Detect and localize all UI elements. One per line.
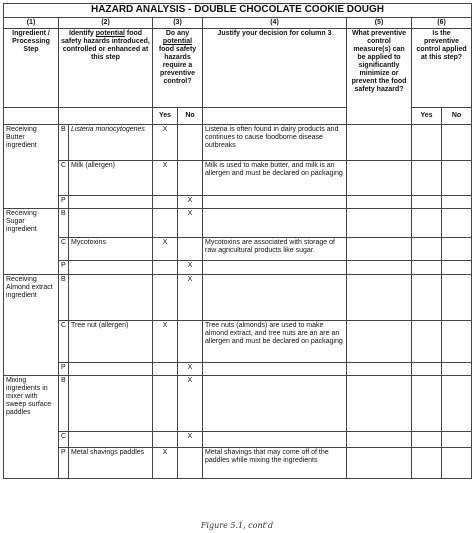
col-6-yes-cell <box>412 432 442 448</box>
hazard-cell <box>69 209 153 238</box>
justification-cell: Milk is used to make butter, and milk is an allergen and must be declared on packaging <box>203 161 347 196</box>
preventive-control-cell <box>347 209 412 238</box>
table-row <box>4 448 472 479</box>
col-2-number: (2) <box>59 18 153 29</box>
col-4-number: (4) <box>203 18 347 29</box>
justification-cell <box>203 363 347 376</box>
col-3-no-cell <box>178 321 203 363</box>
justification-cell <box>203 261 347 275</box>
col-3-header-text-a: Do any <box>165 30 190 37</box>
col-6-no-cell <box>442 432 472 448</box>
table-header <box>4 4 472 125</box>
hazard-cell: Tree nut (allergen) <box>69 321 153 363</box>
col-6-no-header: No <box>442 108 472 125</box>
col-3-yes-cell: X <box>153 238 178 261</box>
col-6-yes-cell <box>412 161 442 196</box>
col-3-yes-cell <box>153 376 178 432</box>
hazard-type-code: P <box>59 196 69 209</box>
hazard-type-code: C <box>59 161 69 196</box>
col-1-header: Ingredient / Processing Step <box>4 29 59 108</box>
col-1-header-spacer <box>4 108 59 125</box>
col-3-no-cell: X <box>178 432 203 448</box>
col-6-no-cell <box>442 238 472 261</box>
preventive-control-cell <box>347 261 412 275</box>
processing-step-cell: Receiving Butter ingredient <box>4 125 59 209</box>
col-6-yes-cell <box>412 275 442 321</box>
table-title: HAZARD ANALYSIS - DOUBLE CHOCOLATE COOKIE DOUGH <box>4 4 472 18</box>
col-3-number: (3) <box>153 18 203 29</box>
col-5-number: (5) <box>347 18 412 29</box>
col-3-no-cell: X <box>178 261 203 275</box>
col-2-header-text-b: food safety hazards introduced, controlled or enhanced at this step <box>61 30 150 61</box>
hazard-analysis-table <box>3 3 472 479</box>
col-6-yes-cell <box>412 209 442 238</box>
col-6-no-cell <box>442 321 472 363</box>
col-6-no-cell <box>442 261 472 275</box>
col-3-no-cell <box>178 238 203 261</box>
col-1-number: (1) <box>4 18 59 29</box>
hazard-type-code: P <box>59 261 69 275</box>
col-6-no-cell <box>442 448 472 479</box>
col-3-no-cell <box>178 448 203 479</box>
col-3-yes-cell <box>153 363 178 376</box>
col-2-header-spacer <box>59 108 153 125</box>
col-3-header <box>153 29 203 108</box>
hazard-type-code: C <box>59 432 69 448</box>
hazard-cell: Listeria monocytogenes <box>69 125 153 161</box>
col-6-no-cell <box>442 125 472 161</box>
hazard-analysis-page <box>3 3 471 530</box>
preventive-control-cell <box>347 238 412 261</box>
col-3-no-header: No <box>178 108 203 125</box>
col-3-yes-cell <box>153 275 178 321</box>
col-6-yes-cell <box>412 125 442 161</box>
col-2-header-text-a: Identify <box>68 30 96 37</box>
col-6-yes-cell <box>412 363 442 376</box>
table-row <box>4 376 472 432</box>
col-6-yes-cell <box>412 238 442 261</box>
hazard-cell: Milk (allergen) <box>69 161 153 196</box>
hazard-cell <box>69 261 153 275</box>
col-6-no-cell <box>442 209 472 238</box>
hazard-type-code: C <box>59 321 69 363</box>
preventive-control-cell <box>347 196 412 209</box>
hazard-cell <box>69 432 153 448</box>
col-4-header: Justify your decision for column 3 <box>203 29 347 108</box>
col-3-yes-cell <box>153 209 178 238</box>
col-6-yes-cell <box>412 261 442 275</box>
hazard-cell <box>69 363 153 376</box>
preventive-control-cell <box>347 125 412 161</box>
table-row <box>4 209 472 238</box>
hazard-cell <box>69 275 153 321</box>
table-row <box>4 321 472 363</box>
processing-step-cell: Receiving Almond extract ingredient <box>4 275 59 376</box>
col-6-yes-cell <box>412 376 442 432</box>
col-5-header: What preventive control measure(s) can be applied to significantly minimize or prevent the food safety hazard? <box>347 29 412 125</box>
col-6-yes-cell <box>412 448 442 479</box>
col-6-no-cell <box>442 363 472 376</box>
justification-cell: Metal shavings that may come off of the paddles while mixing the ingredients <box>203 448 347 479</box>
preventive-control-cell <box>347 376 412 432</box>
col-3-no-cell <box>178 161 203 196</box>
col-6-no-cell <box>442 196 472 209</box>
col-3-yes-cell <box>153 261 178 275</box>
preventive-control-cell <box>347 363 412 376</box>
col-4-header-spacer <box>203 108 347 125</box>
hazard-type-code: P <box>59 448 69 479</box>
table-row <box>4 125 472 161</box>
hazard-type-code: B <box>59 275 69 321</box>
hazard-type-code: C <box>59 238 69 261</box>
preventive-control-cell <box>347 432 412 448</box>
col-3-no-cell: X <box>178 363 203 376</box>
col-6-yes-cell <box>412 196 442 209</box>
col-6-header: Is the preventive control applied at this step? <box>412 29 472 108</box>
hazard-type-code: P <box>59 363 69 376</box>
preventive-control-cell <box>347 161 412 196</box>
col-6-yes-header: Yes <box>412 108 442 125</box>
table-row <box>4 432 472 448</box>
hazard-cell: Mycotoxins <box>69 238 153 261</box>
table-row <box>4 161 472 196</box>
preventive-control-cell <box>347 321 412 363</box>
col-2-header-underline: potential <box>95 30 125 37</box>
table-row <box>4 275 472 321</box>
hazard-cell <box>69 196 153 209</box>
preventive-control-cell <box>347 275 412 321</box>
col-3-no-cell: X <box>178 196 203 209</box>
justification-cell: Tree nuts (almonds) are used to make almond extract, and tree nuts are an are an allergen and must be declared on packaging <box>203 321 347 363</box>
col-3-no-cell: X <box>178 209 203 238</box>
col-3-yes-cell: X <box>153 125 178 161</box>
table-row <box>4 196 472 209</box>
col-6-yes-cell <box>412 321 442 363</box>
hazard-cell: Metal shavings paddles <box>69 448 153 479</box>
col-2-header <box>59 29 153 108</box>
table-row <box>4 261 472 275</box>
processing-step-cell: Mixing ingredients in mixer with sweep surface paddles <box>4 376 59 479</box>
justification-cell: Mycotoxins are associated with storage of raw agricultural products like sugar. <box>203 238 347 261</box>
justification-cell <box>203 432 347 448</box>
processing-step-cell: Receiving Sugar ingredient <box>4 209 59 275</box>
col-3-yes-cell <box>153 196 178 209</box>
col-6-no-cell <box>442 275 472 321</box>
justification-cell <box>203 275 347 321</box>
hazard-type-code: B <box>59 376 69 432</box>
figure-caption: Figure 5.1, cont'd <box>200 521 274 530</box>
hazard-type-code: B <box>59 125 69 161</box>
col-6-no-cell <box>442 161 472 196</box>
col-3-yes-cell <box>153 432 178 448</box>
justification-cell <box>203 376 347 432</box>
preventive-control-cell <box>347 448 412 479</box>
col-3-yes-cell: X <box>153 161 178 196</box>
col-6-number: (6) <box>412 18 472 29</box>
col-3-header-text-b: food safety hazards require a preventive control? <box>158 46 197 85</box>
table-body <box>4 125 472 479</box>
col-3-yes-header: Yes <box>153 108 178 125</box>
col-3-no-cell: X <box>178 376 203 432</box>
col-3-yes-cell: X <box>153 448 178 479</box>
justification-cell: Listeria is often found in dairy products and continues to cause foodborne disease outbreaks <box>203 125 347 161</box>
col-6-no-cell <box>442 376 472 432</box>
table-row <box>4 238 472 261</box>
justification-cell <box>203 196 347 209</box>
col-3-no-cell <box>178 125 203 161</box>
hazard-type-code: B <box>59 209 69 238</box>
col-3-yes-cell: X <box>153 321 178 363</box>
justification-cell <box>203 209 347 238</box>
hazard-cell <box>69 376 153 432</box>
col-3-no-cell: X <box>178 275 203 321</box>
table-row <box>4 363 472 376</box>
col-3-header-underline: potential <box>162 38 193 45</box>
